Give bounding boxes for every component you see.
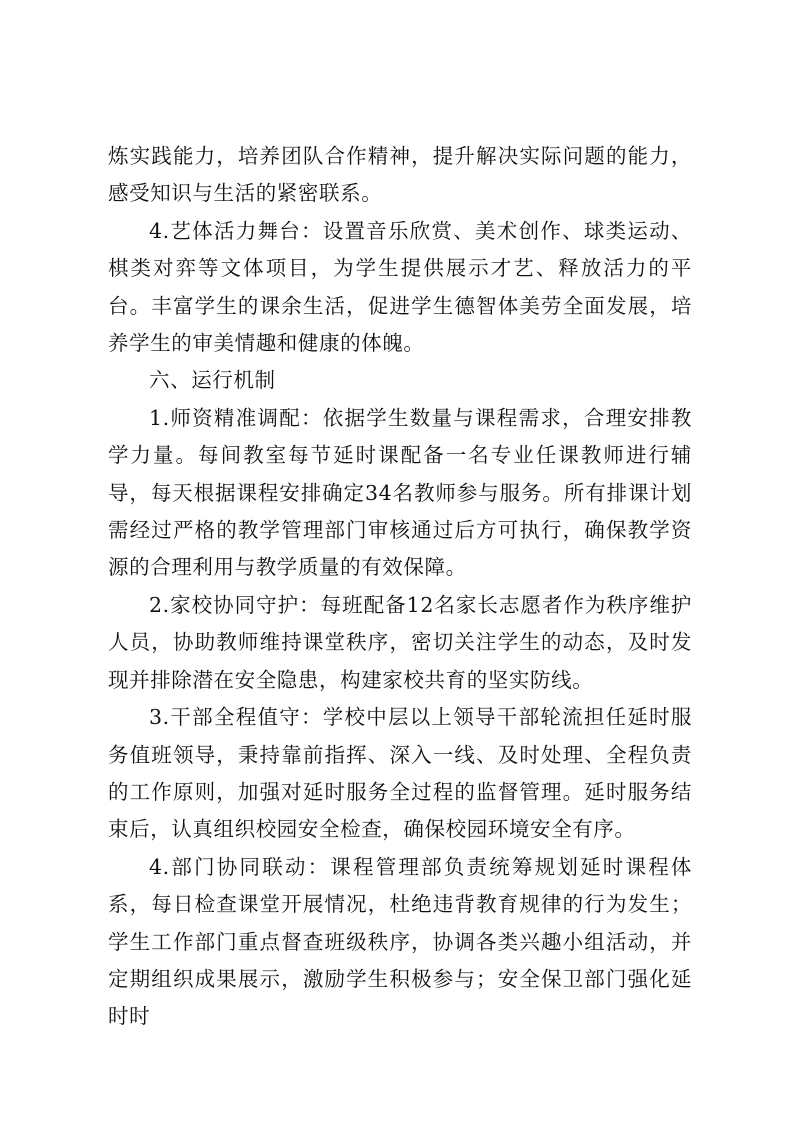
document-page xyxy=(108,138,692,1036)
paragraph-continuation: 炼实践能力，培养团队合作精神，提升解决实际问题的能力，感受知识与生活的紧密联系。 xyxy=(108,144,692,206)
section-heading-operation-mechanism: 六、运行机制 xyxy=(149,368,276,393)
paragraph-teacher-allocation: 1.师资精准调配：依据学生数量与课程需求，合理安排教学力量。每间教室每节延时课配备一名专业任课教师进行辅导，每天根据课程安排确定34名教师参与服务。所有排课计划需经过严格的教学管理部门审核通过后方可执行，确保教学资源的合理利用与教学质量的有效保障。 xyxy=(108,405,692,580)
paragraph-department-coordination: 4.部门协同联动：课程管理部负责统筹规划延时课程体系，每日检查课堂开展情况，杜绝违背教育规律的行为发生；学生工作部门重点督查班级秩序，协调各类兴趣小组活动，并定期组织成果展示，激励学生积极参与；安全保卫部门强化延时时 xyxy=(108,854,692,1029)
paragraph-leadership-duty: 3.干部全程值守：学校中层以上领导干部轮流担任延时服务值班领导，秉持靠前指挥、深入一线、及时处理、全程负责的工作原则，加强对延时服务全过程的监督管理。延时服务结束后，认真组织校园安全检查，确保校园环境安全有序。 xyxy=(108,705,692,842)
paragraph-home-school-cooperation: 2.家校协同守护：每班配备12名家长志愿者作为秩序维护人员，协助教师维持课堂秩序，密切关注学生的动态，及时发现并排除潜在安全隐患，构建家校共育的坚实防线。 xyxy=(108,592,692,692)
paragraph-arts-stage: 4.艺体活力舞台：设置音乐欣赏、美术创作、球类运动、棋类对弈等文体项目，为学生提供展示才艺、释放活力的平台。丰富学生的课余生活，促进学生德智体美劳全面发展，培养学生的审美情趣和健康的体魄。 xyxy=(108,218,692,356)
